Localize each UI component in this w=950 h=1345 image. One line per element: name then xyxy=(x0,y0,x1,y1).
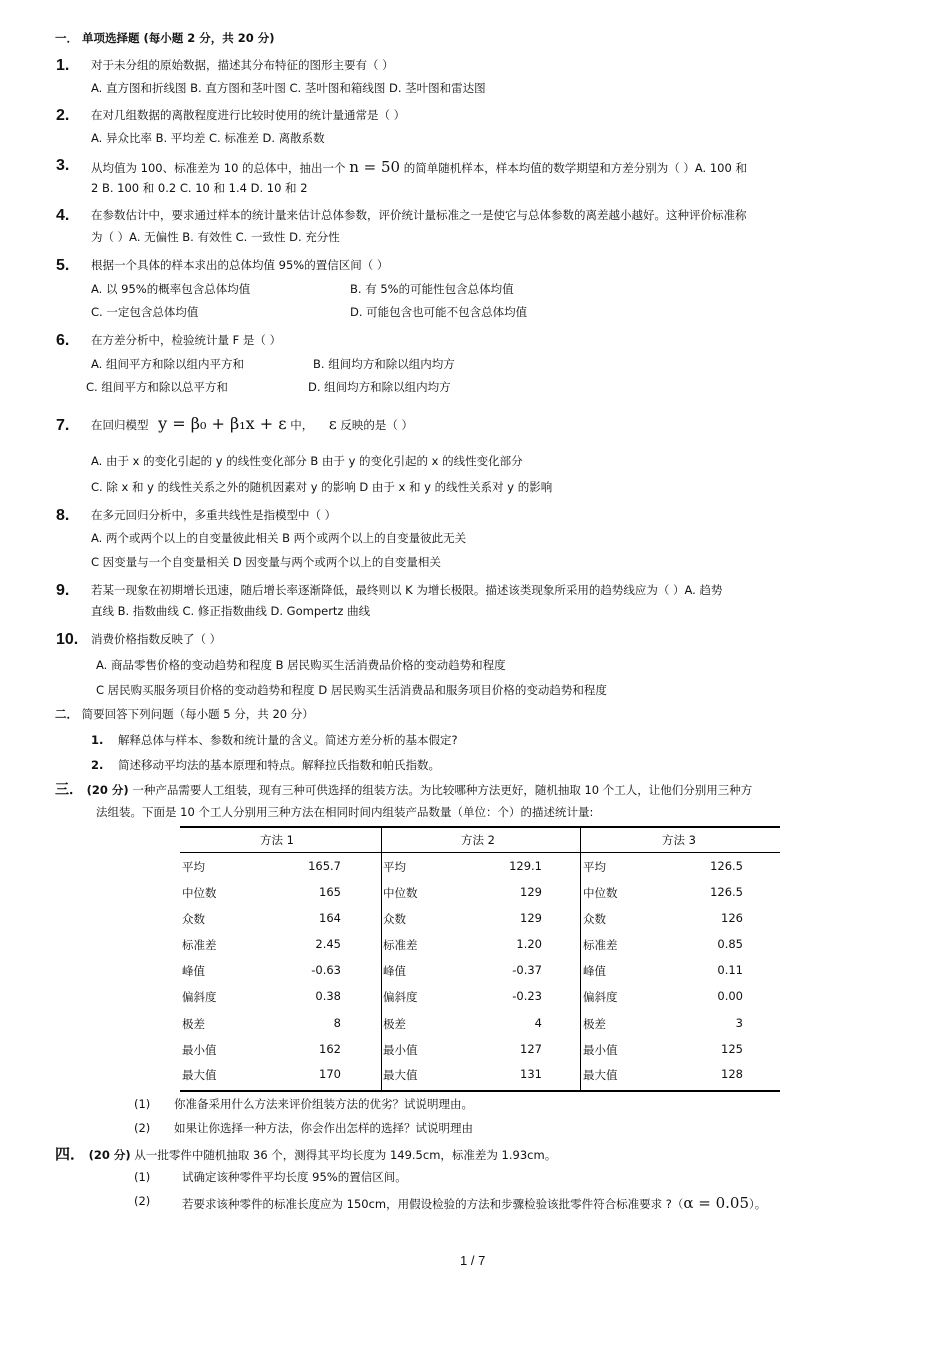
table-row-label: 中位数 xyxy=(383,886,418,900)
three-sub-2-text: 如果让你选择一种方法，你会作出怎样的选择？试说明理由 xyxy=(174,1121,473,1135)
table-cell-value: -0.37 xyxy=(512,963,542,977)
four-sub-1-number: (1) xyxy=(134,1170,151,1184)
section-three-line2: 法组装。下面是 10 个工人分别用三种方法在相同时间内组装产品数量（单位：个）的描述统计量: xyxy=(96,805,594,819)
question-5-option-a: A. 以 95%的概率包含总体均值 xyxy=(91,282,251,296)
question-3-number: 3. xyxy=(56,157,70,174)
question-7-epsilon: ε xyxy=(328,415,337,433)
short-answer-1-text: 解释总体与样本、参数和统计量的含义。简述方差分析的基本假定? xyxy=(118,733,458,747)
table-row-label: 中位数 xyxy=(583,886,618,900)
table-row-label: 众数 xyxy=(383,912,406,926)
question-8-stem: 在多元回归分析中，多重共线性是指模型中（ ） xyxy=(91,508,337,522)
question-3-stem-a: 从均值为 100、标准差为 10 的总体中，抽出一个 xyxy=(91,161,346,175)
question-9-options: 直线 B. 指数曲线 C. 修正指数曲线 D. Gompertz 曲线 xyxy=(91,604,371,618)
four-sub-2-alpha: α = 0.05 xyxy=(683,1194,750,1212)
table-column-divider xyxy=(580,828,581,1090)
question-6-option-b: B. 组间均方和除以组内均方 xyxy=(313,357,455,371)
table-cell-value: 0.00 xyxy=(717,989,743,1003)
table-cell-value: 129.1 xyxy=(509,859,542,873)
table-cell-value: 162 xyxy=(319,1042,341,1056)
question-7-options-line1: A. 由于 x 的变化引起的 y 的线性变化部分 B 由于 y 的变化引起的 x 的线性变化部分 xyxy=(91,454,523,468)
question-5-stem: 根据一个具体的样本求出的总体均值 95%的置信区间（ ） xyxy=(91,258,389,272)
table-row-label: 峰值 xyxy=(383,964,406,978)
short-answer-2-text: 简述移动平均法的基本原理和特点。解释拉氏指数和帕氏指数。 xyxy=(118,758,440,772)
table-row-label: 最大值 xyxy=(182,1068,217,1082)
question-7-options-line2: C. 除 x 和 y 的线性关系之外的随机因素对 y 的影响 D 由于 x 和 y 的线性关系对 y 的影响 xyxy=(91,480,553,494)
four-sub-2-body: 若要求该种零件的标准长度应为 150cm，用假设检验的方法和步骤检验该批零件符合标准要求 ?（ xyxy=(182,1197,684,1211)
table-cell-value: 2.45 xyxy=(315,937,341,951)
table-cell-value: 0.38 xyxy=(315,989,341,1003)
table-row-label: 峰值 xyxy=(583,964,606,978)
table-row-label: 平均 xyxy=(583,860,606,874)
section-three-header xyxy=(55,782,752,799)
table-row-label: 极差 xyxy=(383,1017,406,1031)
question-7-stem xyxy=(91,414,413,433)
question-7-number: 7. xyxy=(56,417,70,434)
question-6-option-d: D. 组间均方和除以组内均方 xyxy=(308,380,451,394)
table-row-label: 众数 xyxy=(583,912,606,926)
section-two-title: 简要回答下列问题（每小题 5 分，共 20 分） xyxy=(81,707,314,721)
short-answer-1-number: 1. xyxy=(91,733,104,747)
table-row-label: 偏斜度 xyxy=(583,990,618,1004)
table-row-label: 极差 xyxy=(583,1017,606,1031)
section-two-label: 二． xyxy=(55,707,78,721)
question-1-options: A. 直方图和折线图 B. 直方图和茎叶图 C. 茎叶图和箱线图 D. 茎叶图和雷达图 xyxy=(91,81,486,95)
table-row-label: 众数 xyxy=(182,912,205,926)
table-cell-value: 165 xyxy=(319,885,341,899)
question-7-stem-a: 在回归模型 xyxy=(91,418,149,432)
table-cell-value: 126 xyxy=(721,911,743,925)
four-sub-2-tail: ）。 xyxy=(749,1197,767,1211)
three-sub-1-text: 你准备采用什么方法来评价组装方法的优劣？试说明理由。 xyxy=(174,1097,473,1111)
table-row-label: 平均 xyxy=(182,860,205,874)
question-10-options-line1: A. 商品零售价格的变动趋势和程度 B 居民购买生活消费品价格的变动趋势和程度 xyxy=(96,658,506,672)
question-6-number: 6. xyxy=(56,332,70,349)
question-6-option-c: C. 组间平方和除以总平方和 xyxy=(86,380,228,394)
section-one-title: 单项选择题 xyxy=(82,31,140,45)
table-row-label: 标准差 xyxy=(383,938,418,952)
table-row-label: 最小值 xyxy=(583,1043,618,1057)
section-one-note: (每小题 2 分，共 20 分) xyxy=(143,31,275,45)
table-cell-value: 128 xyxy=(721,1067,743,1081)
table-row-label: 最小值 xyxy=(182,1043,217,1057)
section-four-text: 从一批零件中随机抽取 36 个，测得其平均长度为 149.5cm，标准差为 1.93cm。 xyxy=(134,1148,557,1162)
question-7-stem-b: 中， xyxy=(290,418,314,432)
table-cell-value: 8 xyxy=(333,1016,341,1030)
four-sub-2-number: (2) xyxy=(134,1194,151,1208)
question-6-option-a: A. 组间平方和除以组内平方和 xyxy=(91,357,244,371)
question-3-stem xyxy=(91,158,747,176)
section-one-header xyxy=(55,32,275,46)
table-cell-value: 129 xyxy=(520,911,542,925)
question-10-number: 10. xyxy=(56,631,79,648)
question-5-number: 5. xyxy=(56,257,70,274)
table-cell-value: 0.11 xyxy=(717,963,743,977)
section-two-header xyxy=(55,708,314,722)
question-9-number: 9. xyxy=(56,582,70,599)
question-4-stem: 在参数估计中，要求通过样本的统计量来估计总体参数，评价统计量标准之一是使它与总体参数的离差越小越好。这种评价标准称 xyxy=(91,208,747,222)
table-cell-value: 131 xyxy=(520,1067,542,1081)
question-7-stem-c: 反映的是（ ） xyxy=(340,418,413,432)
question-2-options: A. 异众比率 B. 平均差 C. 标准差 D. 离散系数 xyxy=(91,131,325,145)
table-cell-value: 170 xyxy=(319,1067,341,1081)
four-sub-1-text: 试确定该种零件平均长度 95%的置信区间。 xyxy=(182,1170,407,1184)
table-row-label: 偏斜度 xyxy=(383,990,418,1004)
table-cell-value: 165.7 xyxy=(308,859,341,873)
question-4-options: 为（ ）A. 无偏性 B. 有效性 C. 一致性 D. 充分性 xyxy=(91,230,340,244)
page-number: 1 / 7 xyxy=(460,1253,486,1268)
table-row-label: 偏斜度 xyxy=(182,990,217,1004)
table-header-rule xyxy=(180,852,780,853)
table-cell-value: 126.5 xyxy=(710,885,743,899)
table-header-method-1: 方法 1 xyxy=(260,833,294,847)
four-sub-2-text xyxy=(182,1194,766,1212)
section-three-score: (20 分) xyxy=(86,783,129,797)
table-row-label: 中位数 xyxy=(182,886,217,900)
question-6-stem: 在方差分析中，检验统计量 F 是（ ） xyxy=(91,333,282,347)
table-header-method-3: 方法 3 xyxy=(662,833,696,847)
section-three-label: 三． xyxy=(55,782,83,798)
question-8-options-line1: A. 两个或两个以上的自变量彼此相关 B 两个或两个以上的自变量彼此无关 xyxy=(91,531,467,545)
question-10-stem: 消费价格指数反映了（ ） xyxy=(91,632,222,646)
section-four-score: (20 分) xyxy=(88,1148,131,1162)
question-4-number: 4. xyxy=(56,207,70,224)
question-9-stem: 若某一现象在初期增长迅速，随后增长率逐渐降低，最终则以 K 为增长极限。描述该类现象所采用的趋势线应为（ ）A. 趋势 xyxy=(91,583,723,597)
table-cell-value: 127 xyxy=(520,1042,542,1056)
question-5-option-c: C. 一定包含总体均值 xyxy=(91,305,199,319)
table-cell-value: 164 xyxy=(319,911,341,925)
table-row-label: 标准差 xyxy=(182,938,217,952)
table-cell-value: -0.63 xyxy=(311,963,341,977)
question-1-stem: 对于未分组的原始数据，描述其分布特征的图形主要有（ ） xyxy=(91,58,394,72)
table-row-label: 最小值 xyxy=(383,1043,418,1057)
question-1-number: 1. xyxy=(56,57,70,74)
table-row-label: 平均 xyxy=(383,860,406,874)
question-3-options: 2 B. 100 和 0.2 C. 10 和 1.4 D. 10 和 2 xyxy=(91,181,308,195)
section-one-label: 一． xyxy=(55,31,78,45)
question-5-option-b: B. 有 5%的可能性包含总体均值 xyxy=(350,282,514,296)
question-8-options-line2: C 因变量与一个自变量相关 D 因变量与两个或两个以上的自变量相关 xyxy=(91,555,441,569)
table-row-label: 峰值 xyxy=(182,964,205,978)
table-cell-value: 129 xyxy=(520,885,542,899)
table-row-label: 最大值 xyxy=(383,1068,418,1082)
table-cell-value: 125 xyxy=(721,1042,743,1056)
question-2-number: 2. xyxy=(56,107,70,124)
table-row-label: 标准差 xyxy=(583,938,618,952)
three-sub-2-number: (2) xyxy=(134,1121,151,1135)
section-three-line1: 一种产品需要人工组装，现有三种可供选择的组装方法。为比较哪种方法更好，随机抽取 10 个工人，让他们分别用三种方 xyxy=(132,783,753,797)
question-3-stem-b: 的简单随机样本，样本均值的数学期望和方差分别为（ ）A. 100 和 xyxy=(403,161,747,175)
table-cell-value: 0.85 xyxy=(717,937,743,951)
table-row-label: 最大值 xyxy=(583,1068,618,1082)
table-cell-value: 4 xyxy=(534,1016,542,1030)
section-four-header xyxy=(55,1145,556,1163)
question-10-options-line2: C 居民购买服务项目价格的变动趋势和程度 D 居民购买生活消费品和服务项目价格的变动趋势和程度 xyxy=(96,683,607,697)
three-sub-1-number: (1) xyxy=(134,1097,151,1111)
question-2-stem: 在对几组数据的离散程度进行比较时使用的统计量通常是（ ） xyxy=(91,108,406,122)
descriptive-stats-table xyxy=(180,826,780,1092)
table-cell-value: 3 xyxy=(735,1016,743,1030)
question-7-model-formula: y = β₀ + β₁x + ε xyxy=(158,414,287,433)
question-3-math: n = 50 xyxy=(349,158,401,176)
question-5-option-d: D. 可能包含也可能不包含总体均值 xyxy=(350,305,528,319)
table-cell-value: 1.20 xyxy=(516,937,542,951)
table-cell-value: 126.5 xyxy=(710,859,743,873)
table-header-method-2: 方法 2 xyxy=(461,833,495,847)
table-cell-value: -0.23 xyxy=(512,989,542,1003)
section-four-label: 四． xyxy=(55,1145,86,1163)
table-row-label: 极差 xyxy=(182,1017,205,1031)
table-column-divider xyxy=(381,828,382,1090)
short-answer-2-number: 2. xyxy=(91,758,104,772)
question-8-number: 8. xyxy=(56,507,70,524)
